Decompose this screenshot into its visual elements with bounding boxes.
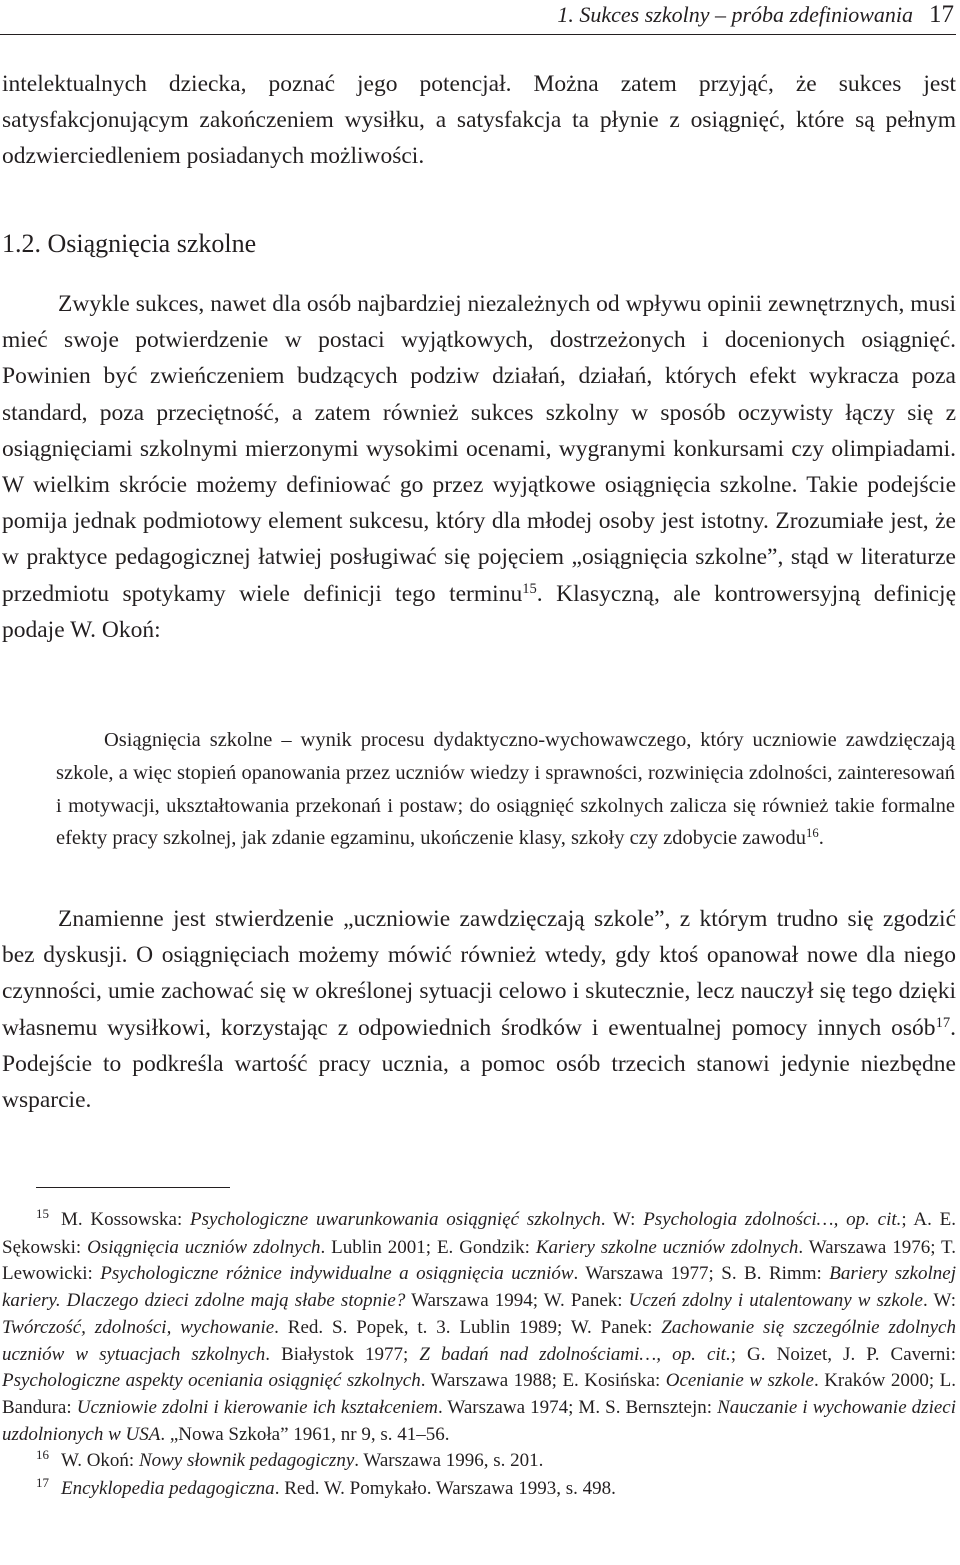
footnote-text: ; G. Noizet, J. P. Caverni:	[730, 1343, 956, 1365]
after-quote-paragraph	[2, 901, 956, 1118]
header-rule	[0, 34, 956, 35]
footnote-title: Psychologiczne aspekty oceniania osiągnięć szkolnych	[2, 1370, 421, 1392]
footnote-title: Ocenianie w szkole	[665, 1370, 814, 1392]
footnote-17	[2, 1476, 956, 1504]
footnote-number: 16	[36, 1447, 49, 1463]
footnote-title: Kariery szkolne uczniów zdolnych	[535, 1236, 799, 1258]
footnote-title: Nauczanie i wychowanie dzieci uzdolnionych w USA	[2, 1396, 957, 1445]
footnote-text: . Warszawa 1996, s. 201.	[354, 1450, 544, 1472]
quote-body: Osiągnięcia szkolne – wynik procesu dydaktyczno-wychowawczego, który uczniowie zawdzięczają szkole, a więc stopień opanowania przez uczniów wiedzy i sprawności, rozwinięcia zdolności, zainteresowań i motywacji, ukształtowania przekonań i postaw; do osiągnięć szkolnych zalicza się również takie formalne efekty pracy szkolnej, jak zdanie egzaminu, ukończenie klasy, szkoły czy zdobycie zawodu	[56, 729, 955, 850]
running-title: 1. Sukces szkolny – próba zdefiniowania	[557, 2, 913, 27]
footnote-title: Uczeń zdolny i utalentowany w szkole	[628, 1290, 923, 1312]
footnote-number: 15	[36, 1205, 49, 1221]
footnote-15	[2, 1207, 956, 1448]
footnote-text: . Red. W. Pomykało. Warszawa 1993, s. 498.	[274, 1478, 616, 1500]
footnotes	[2, 1207, 956, 1504]
footnote-text: . Warszawa 1976; T. Lewowicki:	[2, 1236, 956, 1285]
footnote-number: 17	[36, 1474, 49, 1490]
footnote-title: Encyklopedia pedagogiczna	[61, 1478, 275, 1500]
footnote-text: . Kraków 2000; L. Bandura:	[2, 1370, 957, 1418]
main-paragraph	[2, 286, 956, 648]
footnote-text: . Warszawa 1988; E. Kosińska:	[420, 1370, 666, 1392]
footnote-title: Z badań nad zdolnościami…, op. cit.	[419, 1343, 731, 1365]
footnote-text: . W:	[922, 1290, 956, 1312]
footnote-rule	[36, 1187, 230, 1188]
footnote-text: ; A. E. Sękowski:	[2, 1209, 957, 1258]
footnote-title: Uczniowie zdolni i kierowanie ich kształceniem	[76, 1396, 438, 1418]
after-quote-text-end: . Podejście to podkreśla wartość pracy ucznia, a pomoc osób trzecich stanowi jedynie niezbędne wsparcie.	[2, 1014, 956, 1114]
page-number: 17	[929, 1, 954, 28]
footnote-text: . „Nowa Szkoła” 1961, nr 9, s. 41–56.	[160, 1423, 450, 1445]
footnote-title: Nowy słownik pedagogiczny	[138, 1450, 355, 1472]
footnote-ref-16: 16	[806, 826, 819, 841]
section-heading: 1.2. Osiągnięcia szkolne	[2, 229, 257, 258]
footnote-ref-17: 17	[935, 1014, 951, 1031]
footnote-title: Twórczość, zdolności, wychowanie	[2, 1316, 275, 1338]
footnote-text: . Białystok 1977;	[265, 1343, 420, 1365]
footnote-text: . Warszawa 1974; M. S. Bernsztejn:	[437, 1396, 718, 1418]
block-quote	[56, 724, 955, 855]
footnote-ref-15: 15	[522, 580, 537, 597]
footnote-text: . Warszawa 1977; S. B. Rimm:	[573, 1263, 830, 1285]
footnote-text: . Lublin 2001; E. Gondzik:	[320, 1236, 536, 1258]
main-paragraph-text-end: . Klasyczną, ale kontrowersyjną definicję podaje W. Okoń:	[2, 580, 956, 643]
intro-paragraph: intelektualnych dziecka, poznać jego potencjał. Można zatem przyjąć, że sukces jest satysfakcjonującym zakończeniem wysiłku, a satysfakcja ta płynie z osiągnięć, które są pełnym odzwierciedleniem posiadanych możliwości.	[2, 71, 956, 170]
footnote-text: W. Okoń:	[61, 1450, 139, 1472]
footnote-text: . Red. S. Popek, t. 3. Lublin 1989; W. Panek:	[274, 1316, 662, 1338]
footnote-text: M. Kossowska:	[61, 1209, 191, 1230]
footnote-title: Osiągnięcia uczniów zdolnych	[87, 1236, 321, 1258]
footnote-title: Psychologia zdolności…, op. cit.	[643, 1209, 902, 1230]
block-quote-text	[56, 724, 955, 855]
footnote-title: Zachowanie się szczególnie zdolnych uczniów w sytuacjach szkolnych	[2, 1316, 956, 1365]
footnote-16	[2, 1448, 956, 1476]
footnote-title: Psychologiczne różnice indywidualne a osiągnięcia uczniów	[100, 1263, 574, 1285]
quote-end: .	[818, 827, 824, 850]
running-header	[0, 0, 954, 34]
main-paragraph-text: Zwykle sukces, nawet dla osób najbardziej niezależnych od wpływu opinii zewnętrznych, musi mieć swoje potwierdzenie w postaci wyjątkowych, dostrzeżonych i docenionych osiągnięć. Powinien być zwieńczeniem budzących podziw działań, działań, których efekt wykracza poza standard, poza przeciętność, a zatem również sukces szkolny w sposób oczywisty łączy się z osiągnięciami szkolnymi mierzonymi wysokimi ocenami, wygranymi konkursami czy olimpiadami. W wielkim skrócie możemy definiować go przez wyjątkowe osiągnięcia szkolne. Takie podejście pomija jednak podmiotowy element sukcesu, który dla młodej osoby jest istotny. Zrozumiałe jest, że w praktyce pedagogicznej łatwiej posługiwać się pojęciem „osiągnięcia szkolne”, stąd w literaturze przedmiotu spotykamy wiele definicji tego terminu	[2, 291, 956, 607]
footnote-title: Psychologiczne uwarunkowania osiągnięć szkolnych	[190, 1209, 601, 1230]
after-quote-text: Znamienne jest stwierdzenie „uczniowie zawdzięczają szkole”, z którym trudno się zgodzić bez dyskusji. O osiągnięciach możemy mówić również wtedy, gdy ktoś opanował nowe dla niego czynności, umie zachować się w określonej sytuacji celowo i skutecznie, lecz nauczył się tego dzięki własnemu wysiłkowi, korzystając z odpowiednich środków i ewentualnej pomocy innych osób	[2, 906, 956, 1041]
footnote-title: Bariery szkolnej kariery. Dlaczego dzieci zdolne mają słabe stopnie?	[2, 1263, 956, 1312]
footnote-text: Warszawa 1994; W. Panek:	[405, 1290, 629, 1312]
footnote-text: . W:	[600, 1209, 644, 1230]
